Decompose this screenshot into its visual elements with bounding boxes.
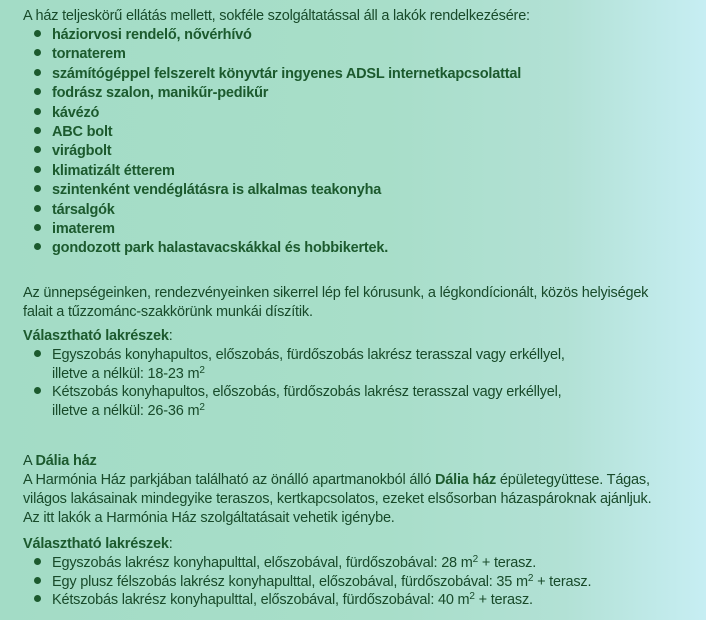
dalia-text-line1: A Harmónia Ház parkjában található az önálló apartmanokból álló Dália ház épületegyüttese. Tágas, xyxy=(23,472,650,488)
rooms-list xyxy=(34,346,565,420)
list-item: kávézó xyxy=(34,104,521,123)
dalia-rooms-heading: Választható lakrészek: xyxy=(23,536,173,552)
dalia-text-line3: Az itt lakók a Harmónia Ház szolgáltatásait vehetik igénybe. xyxy=(23,510,395,526)
bullet-icon xyxy=(34,350,41,357)
list-item: tornaterem xyxy=(34,45,521,64)
bullet-icon xyxy=(34,205,41,212)
bullet-icon xyxy=(34,88,41,95)
bullet-icon xyxy=(34,387,41,394)
dalia-rooms-list xyxy=(34,554,591,610)
bullet-icon xyxy=(34,166,41,173)
list-item: fodrász szalon, manikűr-pedikűr xyxy=(34,84,521,103)
list-item: Egyszobás konyhapultos, előszobás, fürdőszobás lakrész terasszal vagy erkéllyel, illetve a nélkül: 18-23 $m^2$ xyxy=(34,346,565,383)
list-item: háziorvosi rendelő, nővérhívó xyxy=(34,26,521,45)
list-item: Kétszobás lakrész konyhapulttal, előszobával, fürdőszobával: 40 $m^2$ + terasz. xyxy=(34,591,591,610)
list-item: számítógéppel felszerelt könyvtár ingyenes ADSL internetkapcsolattal xyxy=(34,65,521,84)
bullet-icon xyxy=(34,69,41,76)
services-list xyxy=(34,26,521,259)
list-item: imaterem xyxy=(34,220,521,239)
bullet-icon xyxy=(34,49,41,56)
bullet-icon xyxy=(34,127,41,134)
list-item: Egyszobás lakrész konyhapulttal, előszobával, fürdőszobával: 28 $m^2$ + terasz. xyxy=(34,554,591,573)
bullet-icon xyxy=(34,185,41,192)
list-item: szintenként vendéglátásra is alkalmas teakonyha xyxy=(34,181,521,200)
bullet-icon xyxy=(34,224,41,231)
bullet-icon xyxy=(34,558,41,565)
list-item: gondozott park halastavacskákkal és hobbikertek. xyxy=(34,239,521,258)
list-item: Kétszobás konyhapultos, előszobás, fürdőszobás lakrész terasszal vagy erkéllyel, illetve a nélkül: 26-36 $m^2$ xyxy=(34,383,565,420)
list-item: ABC bolt xyxy=(34,123,521,142)
list-item: klimatizált étterem xyxy=(34,162,521,181)
list-item: Egy plusz félszobás lakrész konyhapulttal, előszobával, fürdőszobával: 35 $m^2$ + terasz. xyxy=(34,573,591,592)
rooms-heading: Választható lakrészek: xyxy=(23,328,173,344)
dalia-text-line2: világos lakásainak mindegyike teraszos, kertkapcsolatos, ezeket elsősorban házaspároknak ajánljuk. xyxy=(23,491,652,507)
bullet-icon xyxy=(34,108,41,115)
bullet-icon xyxy=(34,595,41,602)
bullet-icon xyxy=(34,30,41,37)
events-text-line1: Az ünnepségeinken, rendezvényeinken sikerrel lép fel kórusunk, a légkondícionált, közös helyiségek xyxy=(23,285,649,301)
intro-text: A ház teljeskörű ellátás mellett, sokféle szolgáltatással áll a lakók rendelkezésére: xyxy=(23,8,530,24)
dalia-title: A Dália ház xyxy=(23,453,97,469)
bullet-icon xyxy=(34,146,41,153)
list-item: társalgók xyxy=(34,201,521,220)
bullet-icon xyxy=(34,243,41,250)
events-text-line2: falait a tűzzománc-szakkörünk munkái díszítik. xyxy=(23,304,313,320)
bullet-icon xyxy=(34,577,41,584)
list-item: virágbolt xyxy=(34,142,521,161)
